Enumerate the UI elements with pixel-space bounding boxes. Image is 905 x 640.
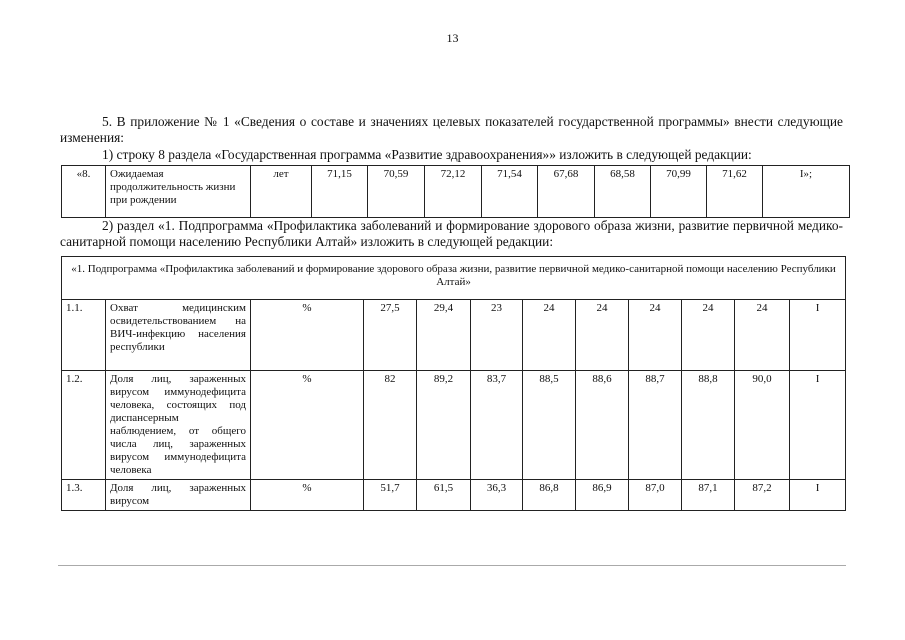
mark-cell: I bbox=[790, 371, 846, 480]
table-row bbox=[62, 480, 846, 511]
value-cell: 24 bbox=[629, 300, 682, 371]
value-cell: 24 bbox=[682, 300, 735, 371]
indicator-name: Доля лиц, зараженных вирусом bbox=[106, 480, 251, 511]
value-cell: 71,62 bbox=[707, 166, 763, 218]
value-cell: 23 bbox=[471, 300, 523, 371]
unit: % bbox=[251, 300, 364, 371]
table-heading-row bbox=[62, 257, 846, 300]
table-row bbox=[62, 371, 846, 480]
value-cell: 88,8 bbox=[682, 371, 735, 480]
value-cell: 87,2 bbox=[735, 480, 790, 511]
value-cell: 83,7 bbox=[471, 371, 523, 480]
mark-cell: I»; bbox=[763, 166, 850, 218]
value-cell: 89,2 bbox=[417, 371, 471, 480]
paragraph-item-2: 2) раздел «1. Подпрограмма «Профилактика заболеваний и формирование здорового образа жизни, развитие первичной медико-санитарной помощи населению Республики Алтай» изложить в следующей редакции: bbox=[60, 218, 843, 249]
value-cell: 67,68 bbox=[538, 166, 595, 218]
indicator-name: Доля лиц, зараженных вирусом иммунодефицита человека, состоящих под диспансерным наблюдением, от общего числа лиц, зараженных вирусом иммунодефицита человека bbox=[106, 371, 251, 480]
unit: % bbox=[251, 480, 364, 511]
value-cell: 86,9 bbox=[576, 480, 629, 511]
value-cell: 61,5 bbox=[417, 480, 471, 511]
value-cell: 24 bbox=[523, 300, 576, 371]
unit: лет bbox=[251, 166, 312, 218]
row-number: 1.1. bbox=[62, 300, 106, 371]
page-number: 13 bbox=[446, 31, 459, 45]
value-cell: 72,12 bbox=[425, 166, 482, 218]
value-cell: 86,8 bbox=[523, 480, 576, 511]
value-cell: 88,6 bbox=[576, 371, 629, 480]
value-cell: 88,7 bbox=[629, 371, 682, 480]
row-number: 1.2. bbox=[62, 371, 106, 480]
indicator-name: Охват медицинским освидетельствованием на ВИЧ-инфекцию населения республики bbox=[106, 300, 251, 371]
value-cell: 90,0 bbox=[735, 371, 790, 480]
value-cell: 51,7 bbox=[364, 480, 417, 511]
value-cell: 82 bbox=[364, 371, 417, 480]
value-cell: 71,54 bbox=[482, 166, 538, 218]
mark-cell: I bbox=[790, 300, 846, 371]
paragraph-item-5: 5. В приложение № 1 «Сведения о составе и значениях целевых показателей государственной программы» внести следующие изменения: bbox=[60, 114, 843, 145]
paragraph-item-1: 1) строку 8 раздела «Государственная программа «Развитие здравоохранения»» изложить в следующей редакции: bbox=[102, 147, 752, 162]
row-number: 1.3. bbox=[62, 480, 106, 511]
row-8-table bbox=[61, 165, 850, 218]
value-cell: 88,5 bbox=[523, 371, 576, 480]
value-cell: 70,59 bbox=[368, 166, 425, 218]
mark-cell: I bbox=[790, 480, 846, 511]
value-cell: 68,58 bbox=[595, 166, 651, 218]
value-cell: 27,5 bbox=[364, 300, 417, 371]
value-cell: 87,1 bbox=[682, 480, 735, 511]
value-cell: 24 bbox=[735, 300, 790, 371]
unit: % bbox=[251, 371, 364, 480]
subprogram-table bbox=[61, 256, 846, 511]
value-cell: 87,0 bbox=[629, 480, 682, 511]
table-row bbox=[62, 300, 846, 371]
value-cell: 70,99 bbox=[651, 166, 707, 218]
value-cell: 29,4 bbox=[417, 300, 471, 371]
indicator-name: Ожидаемая продолжительность жизни при рождении bbox=[106, 166, 251, 218]
value-cell: 24 bbox=[576, 300, 629, 371]
subprogram-heading: «1. Подпрограмма «Профилактика заболеваний и формирование здорового образа жизни, развитие первичной медико-санитарной помощи населению Республики Алтай» bbox=[62, 257, 846, 300]
value-cell: 71,15 bbox=[312, 166, 368, 218]
row-number: «8. bbox=[62, 166, 106, 218]
page-bottom-divider bbox=[58, 565, 846, 566]
table-row bbox=[62, 166, 850, 218]
value-cell: 36,3 bbox=[471, 480, 523, 511]
